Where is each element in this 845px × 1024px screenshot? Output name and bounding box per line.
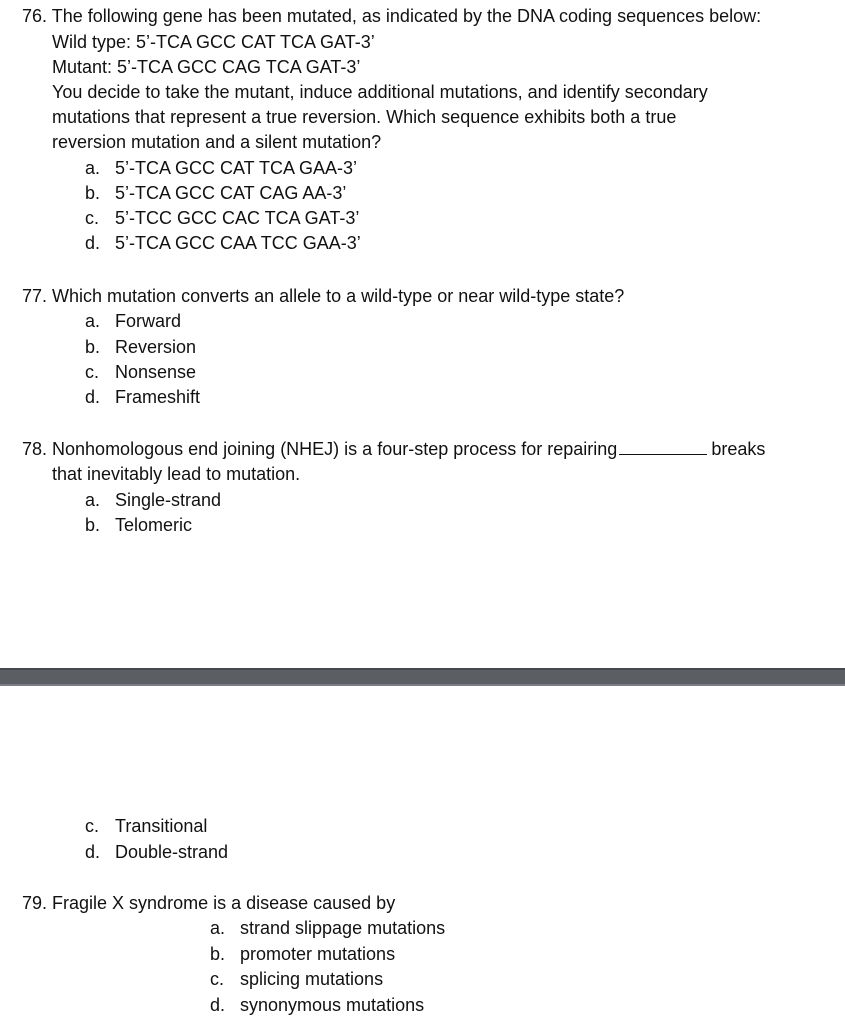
option-text: synonymous mutations bbox=[240, 995, 425, 1015]
question-79-option-b[interactable] bbox=[210, 943, 395, 965]
question-77-option-a[interactable] bbox=[85, 310, 181, 332]
option-text: Nonsense bbox=[115, 362, 197, 382]
question-76-mutant: Mutant: 5’-TCA GCC CAG TCA GAT-3’ bbox=[52, 57, 361, 77]
question-76-body-2: mutations that represent a true reversion. Which sequence exhibits both a true bbox=[52, 107, 677, 127]
option-text: Forward bbox=[115, 311, 182, 331]
question-78-stem-after-blank: breaks bbox=[711, 439, 766, 459]
question-77-option-b[interactable] bbox=[85, 336, 196, 358]
option-text: Frameshift bbox=[115, 387, 201, 407]
option-letter: b. bbox=[85, 183, 101, 203]
question-76-option-c[interactable] bbox=[85, 207, 359, 229]
question-78-option-a[interactable] bbox=[85, 489, 221, 511]
option-text: Single-strand bbox=[115, 490, 222, 510]
page-break-divider bbox=[0, 668, 845, 686]
option-text: strand slippage mutations bbox=[240, 918, 446, 938]
option-text: 5’-TCC GCC CAC TCA GAT-3’ bbox=[115, 208, 360, 228]
option-letter: a. bbox=[210, 918, 226, 938]
question-78-option-d[interactable] bbox=[85, 841, 228, 863]
option-letter: b. bbox=[210, 944, 226, 964]
question-76-body-3: reversion mutation and a silent mutation? bbox=[52, 132, 382, 152]
option-letter: c. bbox=[85, 208, 100, 228]
option-text: Double-strand bbox=[115, 842, 229, 862]
option-letter: b. bbox=[85, 337, 101, 357]
question-77-stem: 77. Which mutation converts an allele to a wild-type or near wild-type state? bbox=[22, 286, 625, 306]
question-78-stem-line-2: that inevitably lead to mutation. bbox=[52, 464, 301, 484]
option-letter: d. bbox=[85, 842, 101, 862]
option-letter: d. bbox=[85, 233, 101, 253]
option-text: Telomeric bbox=[115, 515, 193, 535]
option-letter: c. bbox=[210, 969, 225, 989]
option-text: 5’-TCA GCC CAT TCA GAA-3’ bbox=[115, 158, 358, 178]
option-letter: c. bbox=[85, 816, 100, 836]
option-letter: c. bbox=[85, 362, 100, 382]
option-letter: a. bbox=[85, 311, 101, 331]
question-78-stem-before-blank: 78. Nonhomologous end joining (NHEJ) is a four-step process for repairing bbox=[22, 439, 618, 459]
question-79-option-c[interactable] bbox=[210, 968, 383, 990]
option-text: 5’-TCA GCC CAT CAG AA-3’ bbox=[115, 183, 347, 203]
option-letter: d. bbox=[210, 995, 226, 1015]
question-78-option-b[interactable] bbox=[85, 514, 192, 536]
option-text: Transitional bbox=[115, 816, 208, 836]
question-76-option-b[interactable] bbox=[85, 182, 346, 204]
question-78-stem bbox=[22, 438, 765, 460]
option-text: splicing mutations bbox=[240, 969, 384, 989]
question-77-option-c[interactable] bbox=[85, 361, 196, 383]
question-76-option-a[interactable] bbox=[85, 157, 357, 179]
option-letter: d. bbox=[85, 387, 101, 407]
option-text: 5’-TCA GCC CAA TCC GAA-3’ bbox=[115, 233, 361, 253]
option-text: Reversion bbox=[115, 337, 197, 357]
answer-blank bbox=[619, 440, 707, 455]
question-78-option-c[interactable] bbox=[85, 815, 207, 837]
question-76-option-d[interactable] bbox=[85, 232, 361, 254]
question-79-option-a[interactable] bbox=[210, 917, 445, 939]
option-letter: a. bbox=[85, 490, 101, 510]
question-76-body-1: You decide to take the mutant, induce additional mutations, and identify secondary bbox=[52, 82, 708, 102]
question-76-stem: 76. The following gene has been mutated, as indicated by the DNA coding sequences below: bbox=[22, 6, 762, 26]
option-letter: a. bbox=[85, 158, 101, 178]
question-76-wild-type: Wild type: 5’-TCA GCC CAT TCA GAT-3’ bbox=[52, 32, 375, 52]
question-79-option-d[interactable] bbox=[210, 994, 424, 1016]
question-79-stem: 79. Fragile X syndrome is a disease caused by bbox=[22, 893, 396, 913]
option-text: promoter mutations bbox=[240, 944, 396, 964]
question-77-option-d[interactable] bbox=[85, 386, 200, 408]
option-letter: b. bbox=[85, 515, 101, 535]
